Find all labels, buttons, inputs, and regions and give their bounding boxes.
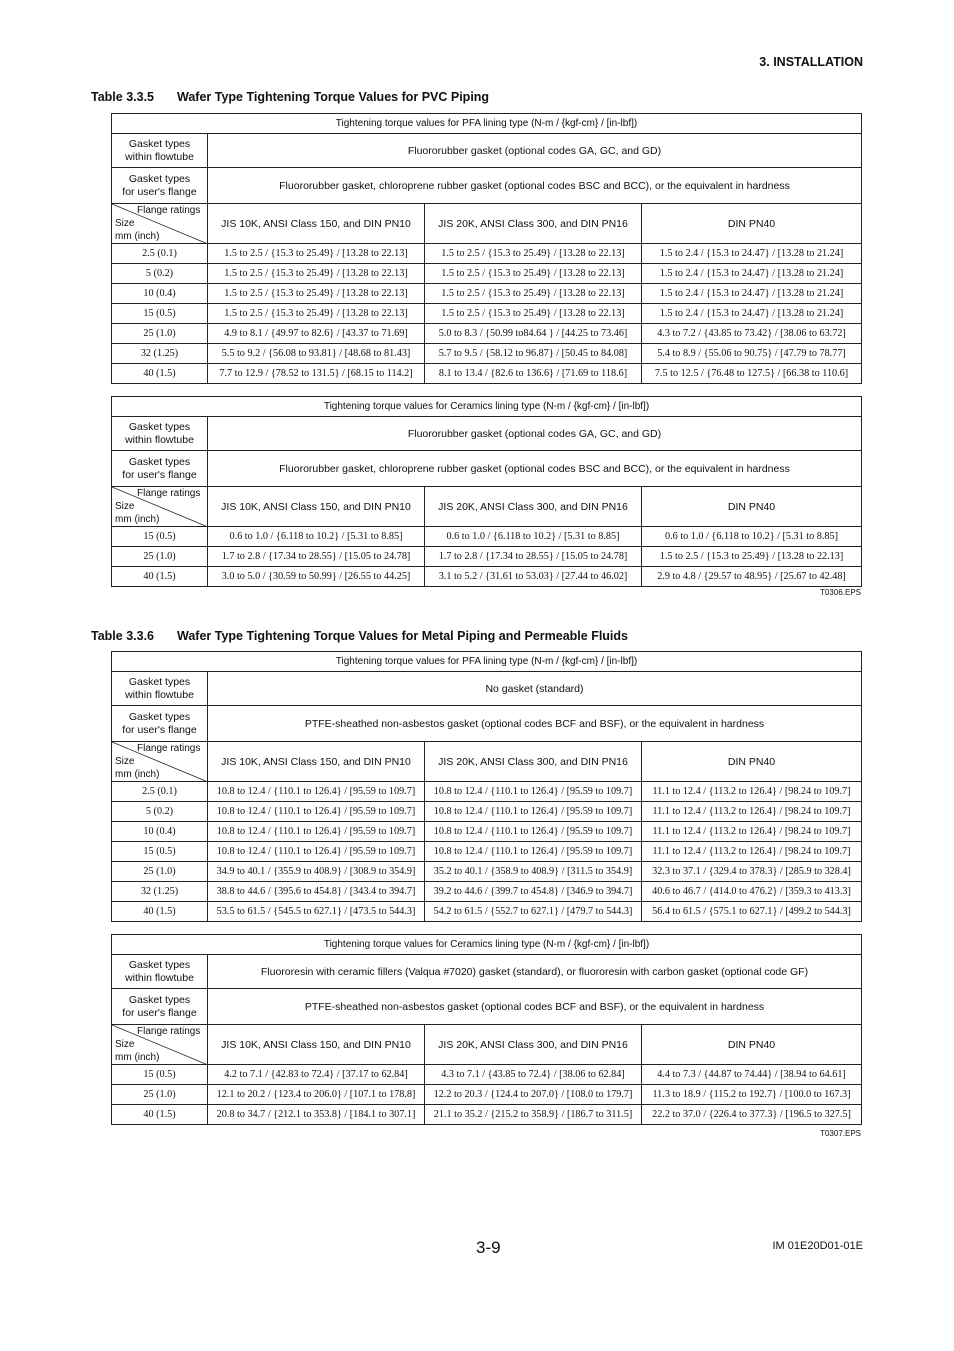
- size-cell: 25 (1.0): [112, 324, 208, 344]
- torque-value-cell: 21.1 to 35.2 / {215.2 to 358.9} / [186.7 to 311.5]: [425, 1105, 642, 1125]
- torque-value-cell: 11.3 to 18.9 / {115.2 to 192.7} / [100.0 to 167.3]: [642, 1085, 862, 1105]
- gasket-label: [112, 168, 208, 204]
- table-row: [112, 364, 862, 384]
- table-title: Wafer Type Tightening Torque Values for Metal Piping and Permeable Fluids: [177, 629, 628, 643]
- size-cell: 40 (1.5): [112, 1105, 208, 1125]
- gasket-label-line: Gasket types: [128, 172, 191, 185]
- gasket-label-line: within flowtube: [125, 688, 194, 701]
- torque-table-pvc-ceramics: [111, 396, 862, 587]
- flange-rating-header: JIS 20K, ANSI Class 300, and DIN PN16: [425, 742, 642, 782]
- size-flange-header: [112, 487, 208, 527]
- table-row: [112, 527, 862, 547]
- gasket-label-line: for user's flange: [122, 468, 197, 481]
- torque-table-metal-ceramics: [111, 934, 862, 1125]
- torque-value-cell: 4.3 to 7.2 / {43.85 to 73.42} / [38.06 to 63.72]: [642, 324, 862, 344]
- column-header-row: [112, 1025, 862, 1065]
- torque-value-cell: 1.5 to 2.4 / {15.3 to 24.47} / [13.28 to 21.24]: [642, 244, 862, 264]
- torque-value-cell: 10.8 to 12.4 / {110.1 to 126.4} / [95.59 to 109.7]: [208, 842, 425, 862]
- torque-value-cell: 12.2 to 20.3 / {124.4 to 207.0} / [108.0 to 179.7]: [425, 1085, 642, 1105]
- torque-value-cell: 12.1 to 20.2 / {123.4 to 206.0} / [107.1 to 178.8]: [208, 1085, 425, 1105]
- size-label: Size: [115, 218, 135, 229]
- gasket-user-flange-row: [112, 706, 862, 742]
- torque-value-cell: 39.2 to 44.6 / {399.7 to 454.8} / [346.9 to 394.7]: [425, 882, 642, 902]
- torque-value-cell: 4.9 to 8.1 / {49.97 to 82.6} / [43.37 to 71.69]: [208, 324, 425, 344]
- size-cell: 25 (1.0): [112, 547, 208, 567]
- size-label: Size: [115, 1039, 135, 1050]
- flange-rating-header: JIS 20K, ANSI Class 300, and DIN PN16: [425, 204, 642, 244]
- gasket-description: No gasket (standard): [208, 672, 862, 706]
- torque-value-cell: 11.1 to 12.4 / {113.2 to 126.4} / [98.24 to 109.7]: [642, 782, 862, 802]
- flange-rating-header: JIS 10K, ANSI Class 150, and DIN PN10: [208, 742, 425, 782]
- size-cell: 15 (0.5): [112, 304, 208, 324]
- torque-value-cell: 53.5 to 61.5 / {545.5 to 627.1} / [473.5 to 544.3]: [208, 902, 425, 922]
- flange-rating-header: JIS 20K, ANSI Class 300, and DIN PN16: [425, 487, 642, 527]
- flange-ratings-label: Flange ratings: [137, 743, 201, 754]
- table-row: [112, 782, 862, 802]
- gasket-label-line: Gasket types: [128, 137, 191, 150]
- torque-value-cell: 5.4 to 8.9 / {55.06 to 90.75} / [47.79 to 78.77]: [642, 344, 862, 364]
- torque-value-cell: 10.8 to 12.4 / {110.1 to 126.4} / [95.59 to 109.7]: [425, 802, 642, 822]
- page-number: 3-9: [476, 1238, 501, 1257]
- torque-value-cell: 0.6 to 1.0 / {6.118 to 10.2} / [5.31 to 8.85]: [425, 527, 642, 547]
- torque-value-cell: 10.8 to 12.4 / {110.1 to 126.4} / [95.59 to 109.7]: [425, 822, 642, 842]
- gasket-description: PTFE-sheathed non-asbestos gasket (optional codes BCF and BSF), or the equivalent in hardness: [208, 989, 862, 1025]
- table-row: [112, 902, 862, 922]
- torque-value-cell: 1.5 to 2.5 / {15.3 to 25.49} / [13.28 to 22.13]: [425, 304, 642, 324]
- torque-value-cell: 0.6 to 1.0 / {6.118 to 10.2} / [5.31 to 8.85]: [642, 527, 862, 547]
- gasket-label-line: Gasket types: [128, 993, 191, 1006]
- size-cell: 40 (1.5): [112, 364, 208, 384]
- torque-value-cell: 1.7 to 2.8 / {17.34 to 28.55} / [15.05 to 24.78]: [425, 547, 642, 567]
- gasket-label: [112, 417, 208, 451]
- column-header-row: [112, 487, 862, 527]
- flange-ratings-label: Flange ratings: [137, 205, 201, 216]
- gasket-user-flange-row: [112, 168, 862, 204]
- size-cell: 32 (1.25): [112, 344, 208, 364]
- table-number: Table 3.3.6: [91, 629, 154, 643]
- torque-value-cell: 0.6 to 1.0 / {6.118 to 10.2} / [5.31 to 8.85]: [208, 527, 425, 547]
- gasket-label-line: within flowtube: [125, 433, 194, 446]
- torque-value-cell: 11.1 to 12.4 / {113.2 to 126.4} / [98.24 to 109.7]: [642, 802, 862, 822]
- table-row: [112, 1105, 862, 1125]
- table-row: [112, 547, 862, 567]
- torque-value-cell: 8.1 to 13.4 / {82.6 to 136.6} / [71.69 to 118.6]: [425, 364, 642, 384]
- size-cell: 25 (1.0): [112, 862, 208, 882]
- size-cell: 10 (0.4): [112, 284, 208, 304]
- flange-rating-header: DIN PN40: [642, 204, 862, 244]
- table-title-row: [112, 397, 862, 417]
- gasket-description: Fluororubber gasket, chloroprene rubber gasket (optional codes BSC and BCC), or the equivalent in hardness: [208, 451, 862, 487]
- torque-value-cell: 40.6 to 46.7 / {414.0 to 476.2} / [359.3 to 413.3]: [642, 882, 862, 902]
- torque-value-cell: 11.1 to 12.4 / {113.2 to 126.4} / [98.24 to 109.7]: [642, 842, 862, 862]
- gasket-flowtube-row: [112, 955, 862, 989]
- table-number: Table 3.3.5: [91, 90, 154, 104]
- torque-value-cell: 10.8 to 12.4 / {110.1 to 126.4} / [95.59 to 109.7]: [208, 822, 425, 842]
- gasket-description: Fluororubber gasket (optional codes GA, GC, and GD): [208, 417, 862, 451]
- torque-value-cell: 1.5 to 2.5 / {15.3 to 25.49} / [13.28 to 22.13]: [425, 264, 642, 284]
- torque-value-cell: 10.8 to 12.4 / {110.1 to 126.4} / [95.59 to 109.7]: [208, 802, 425, 822]
- torque-value-cell: 1.7 to 2.8 / {17.34 to 28.55} / [15.05 to 24.78]: [208, 547, 425, 567]
- torque-value-cell: 3.0 to 5.0 / {30.59 to 50.99} / [26.55 to 44.25]: [208, 567, 425, 587]
- torque-value-cell: 10.8 to 12.4 / {110.1 to 126.4} / [95.59 to 109.7]: [425, 782, 642, 802]
- size-cell: 2.5 (0.1): [112, 244, 208, 264]
- torque-value-cell: 10.8 to 12.4 / {110.1 to 126.4} / [95.59 to 109.7]: [208, 782, 425, 802]
- lining-type-title: Tightening torque values for Ceramics lining type (N-m / {kgf-cm} / [in-lbf]): [112, 935, 862, 955]
- gasket-user-flange-row: [112, 451, 862, 487]
- gasket-label: [112, 989, 208, 1025]
- torque-value-cell: 1.5 to 2.5 / {15.3 to 25.49} / [13.28 to 22.13]: [642, 547, 862, 567]
- torque-table-metal-pfa: [111, 651, 862, 922]
- table-row: [112, 344, 862, 364]
- gasket-label: [112, 955, 208, 989]
- gasket-label-line: for user's flange: [122, 185, 197, 198]
- unit-label: mm (inch): [115, 514, 160, 525]
- table-row: [112, 567, 862, 587]
- unit-label: mm (inch): [115, 769, 160, 780]
- size-cell: 32 (1.25): [112, 882, 208, 902]
- torque-value-cell: 4.2 to 7.1 / {42.83 to 72.4} / [37.17 to 62.84]: [208, 1065, 425, 1085]
- torque-value-cell: 54.2 to 61.5 / {552.7 to 627.1} / [479.7 to 544.3]: [425, 902, 642, 922]
- torque-value-cell: 1.5 to 2.5 / {15.3 to 25.49} / [13.28 to 22.13]: [425, 244, 642, 264]
- gasket-label: [112, 451, 208, 487]
- size-label: Size: [115, 756, 135, 767]
- column-header-row: [112, 742, 862, 782]
- table-title: Wafer Type Tightening Torque Values for PVC Piping: [177, 90, 490, 104]
- gasket-label-line: within flowtube: [125, 971, 194, 984]
- lining-type-title: Tightening torque values for PFA lining type (N-m / {kgf-cm} / [in-lbf]): [112, 114, 862, 134]
- flange-rating-header: JIS 10K, ANSI Class 150, and DIN PN10: [208, 204, 425, 244]
- gasket-flowtube-row: [112, 134, 862, 168]
- table-title-row: [112, 652, 862, 672]
- size-cell: 40 (1.5): [112, 567, 208, 587]
- torque-value-cell: 32.3 to 37.1 / {329.4 to 378.3} / [285.9 to 328.4]: [642, 862, 862, 882]
- gasket-label: [112, 672, 208, 706]
- torque-value-cell: 7.5 to 12.5 / {76.48 to 127.5} / [66.38 to 110.6]: [642, 364, 862, 384]
- table-row: [112, 822, 862, 842]
- table-row: [112, 1085, 862, 1105]
- size-cell: 15 (0.5): [112, 527, 208, 547]
- torque-value-cell: 1.5 to 2.5 / {15.3 to 25.49} / [13.28 to 22.13]: [208, 284, 425, 304]
- table-row: [112, 842, 862, 862]
- torque-value-cell: 5.5 to 9.2 / {56.08 to 93.81} / [48.68 to 81.43]: [208, 344, 425, 364]
- torque-value-cell: 1.5 to 2.5 / {15.3 to 25.49} / [13.28 to 22.13]: [208, 304, 425, 324]
- table-row: [112, 244, 862, 264]
- gasket-description: Fluororubber gasket (optional codes GA, GC, and GD): [208, 134, 862, 168]
- gasket-description: Fluororubber gasket, chloroprene rubber gasket (optional codes BSC and BCC), or the equivalent in hardness: [208, 168, 862, 204]
- flange-rating-header: DIN PN40: [642, 742, 862, 782]
- table-row: [112, 284, 862, 304]
- torque-value-cell: 20.8 to 34.7 / {212.1 to 353.8} / [184.1 to 307.1]: [208, 1105, 425, 1125]
- torque-value-cell: 1.5 to 2.4 / {15.3 to 24.47} / [13.28 to 21.24]: [642, 264, 862, 284]
- torque-value-cell: 56.4 to 61.5 / {575.1 to 627.1} / [499.2 to 544.3]: [642, 902, 862, 922]
- gasket-label: [112, 134, 208, 168]
- table-row: [112, 1065, 862, 1085]
- flange-rating-header: JIS 10K, ANSI Class 150, and DIN PN10: [208, 487, 425, 527]
- gasket-label-line: Gasket types: [128, 420, 191, 433]
- torque-value-cell: 1.5 to 2.5 / {15.3 to 25.49} / [13.28 to 22.13]: [208, 264, 425, 284]
- table-row: [112, 304, 862, 324]
- torque-value-cell: 4.4 to 7.3 / {44.87 to 74.44} / [38.94 to 64.61]: [642, 1065, 862, 1085]
- torque-value-cell: 38.8 to 44.6 / {395.6 to 454.8} / [343.4 to 394.7]: [208, 882, 425, 902]
- table-row: [112, 882, 862, 902]
- torque-value-cell: 2.9 to 4.8 / {29.57 to 48.95} / [25.67 to 42.48]: [642, 567, 862, 587]
- size-flange-header: [112, 204, 208, 244]
- flange-rating-header: DIN PN40: [642, 487, 862, 527]
- lining-type-title: Tightening torque values for PFA lining type (N-m / {kgf-cm} / [in-lbf]): [112, 652, 862, 672]
- document-id: IM 01E20D01-01E: [772, 1240, 863, 1252]
- torque-value-cell: 34.9 to 40.1 / {355.9 to 408.9} / [308.9 to 354.9]: [208, 862, 425, 882]
- flange-ratings-label: Flange ratings: [137, 1026, 201, 1037]
- gasket-label: [112, 706, 208, 742]
- unit-label: mm (inch): [115, 1052, 160, 1063]
- gasket-description: PTFE-sheathed non-asbestos gasket (optional codes BCF and BSF), or the equivalent in hardness: [208, 706, 862, 742]
- size-label: Size: [115, 501, 135, 512]
- flange-rating-header: JIS 10K, ANSI Class 150, and DIN PN10: [208, 1025, 425, 1065]
- table-caption-336: [91, 629, 628, 643]
- eps-reference: T0306.EPS: [820, 588, 861, 597]
- torque-value-cell: 1.5 to 2.5 / {15.3 to 25.49} / [13.28 to 22.13]: [208, 244, 425, 264]
- torque-value-cell: 10.8 to 12.4 / {110.1 to 126.4} / [95.59 to 109.7]: [425, 842, 642, 862]
- torque-value-cell: 1.5 to 2.4 / {15.3 to 24.47} / [13.28 to 21.24]: [642, 304, 862, 324]
- size-flange-header: [112, 1025, 208, 1065]
- torque-value-cell: 5.0 to 8.3 / {50.99 to84.64 } / [44.25 to 73.46]: [425, 324, 642, 344]
- torque-value-cell: 1.5 to 2.4 / {15.3 to 24.47} / [13.28 to 21.24]: [642, 284, 862, 304]
- torque-value-cell: 11.1 to 12.4 / {113.2 to 126.4} / [98.24 to 109.7]: [642, 822, 862, 842]
- size-cell: 25 (1.0): [112, 1085, 208, 1105]
- gasket-label-line: within flowtube: [125, 150, 194, 163]
- torque-value-cell: 5.7 to 9.5 / {58.12 to 96.87} / [50.45 to 84.08]: [425, 344, 642, 364]
- gasket-label-line: Gasket types: [128, 958, 191, 971]
- size-cell: 40 (1.5): [112, 902, 208, 922]
- gasket-description: Fluororesin with ceramic fillers (Valqua #7020) gasket (standard), or fluororesin with carbon gasket (optional code GF): [208, 955, 862, 989]
- size-flange-header: [112, 742, 208, 782]
- torque-value-cell: 1.5 to 2.5 / {15.3 to 25.49} / [13.28 to 22.13]: [425, 284, 642, 304]
- table-row: [112, 802, 862, 822]
- size-cell: 10 (0.4): [112, 822, 208, 842]
- flange-rating-header: JIS 20K, ANSI Class 300, and DIN PN16: [425, 1025, 642, 1065]
- table-caption-335: [91, 90, 489, 104]
- size-cell: 2.5 (0.1): [112, 782, 208, 802]
- gasket-label-line: for user's flange: [122, 1006, 197, 1019]
- table-row: [112, 862, 862, 882]
- unit-label: mm (inch): [115, 231, 160, 242]
- size-cell: 15 (0.5): [112, 842, 208, 862]
- gasket-user-flange-row: [112, 989, 862, 1025]
- table-title-row: [112, 114, 862, 134]
- gasket-label-line: Gasket types: [128, 455, 191, 468]
- flange-ratings-label: Flange ratings: [137, 488, 201, 499]
- torque-value-cell: 4.3 to 7.1 / {43.85 to 72.4} / [38.06 to 62.84]: [425, 1065, 642, 1085]
- table-row: [112, 264, 862, 284]
- gasket-label-line: Gasket types: [128, 710, 191, 723]
- torque-value-cell: 7.7 to 12.9 / {78.52 to 131.5} / [68.15 to 114.2]: [208, 364, 425, 384]
- column-header-row: [112, 204, 862, 244]
- section-header: 3. INSTALLATION: [759, 55, 863, 69]
- gasket-flowtube-row: [112, 672, 862, 706]
- table-title-row: [112, 935, 862, 955]
- torque-value-cell: 3.1 to 5.2 / {31.61 to 53.03} / [27.44 to 46.02]: [425, 567, 642, 587]
- torque-value-cell: 35.2 to 40.1 / {358.9 to 408.9} / [311.5 to 354.9]: [425, 862, 642, 882]
- eps-reference: T0307.EPS: [820, 1129, 861, 1138]
- flange-rating-header: DIN PN40: [642, 1025, 862, 1065]
- gasket-flowtube-row: [112, 417, 862, 451]
- size-cell: 15 (0.5): [112, 1065, 208, 1085]
- table-row: [112, 324, 862, 344]
- torque-value-cell: 22.2 to 37.0 / {226.4 to 377.3} / [196.5 to 327.5]: [642, 1105, 862, 1125]
- gasket-label-line: Gasket types: [128, 675, 191, 688]
- torque-table-pvc-pfa: [111, 113, 862, 384]
- size-cell: 5 (0.2): [112, 802, 208, 822]
- size-cell: 5 (0.2): [112, 264, 208, 284]
- lining-type-title: Tightening torque values for Ceramics lining type (N-m / {kgf-cm} / [in-lbf]): [112, 397, 862, 417]
- gasket-label-line: for user's flange: [122, 723, 197, 736]
